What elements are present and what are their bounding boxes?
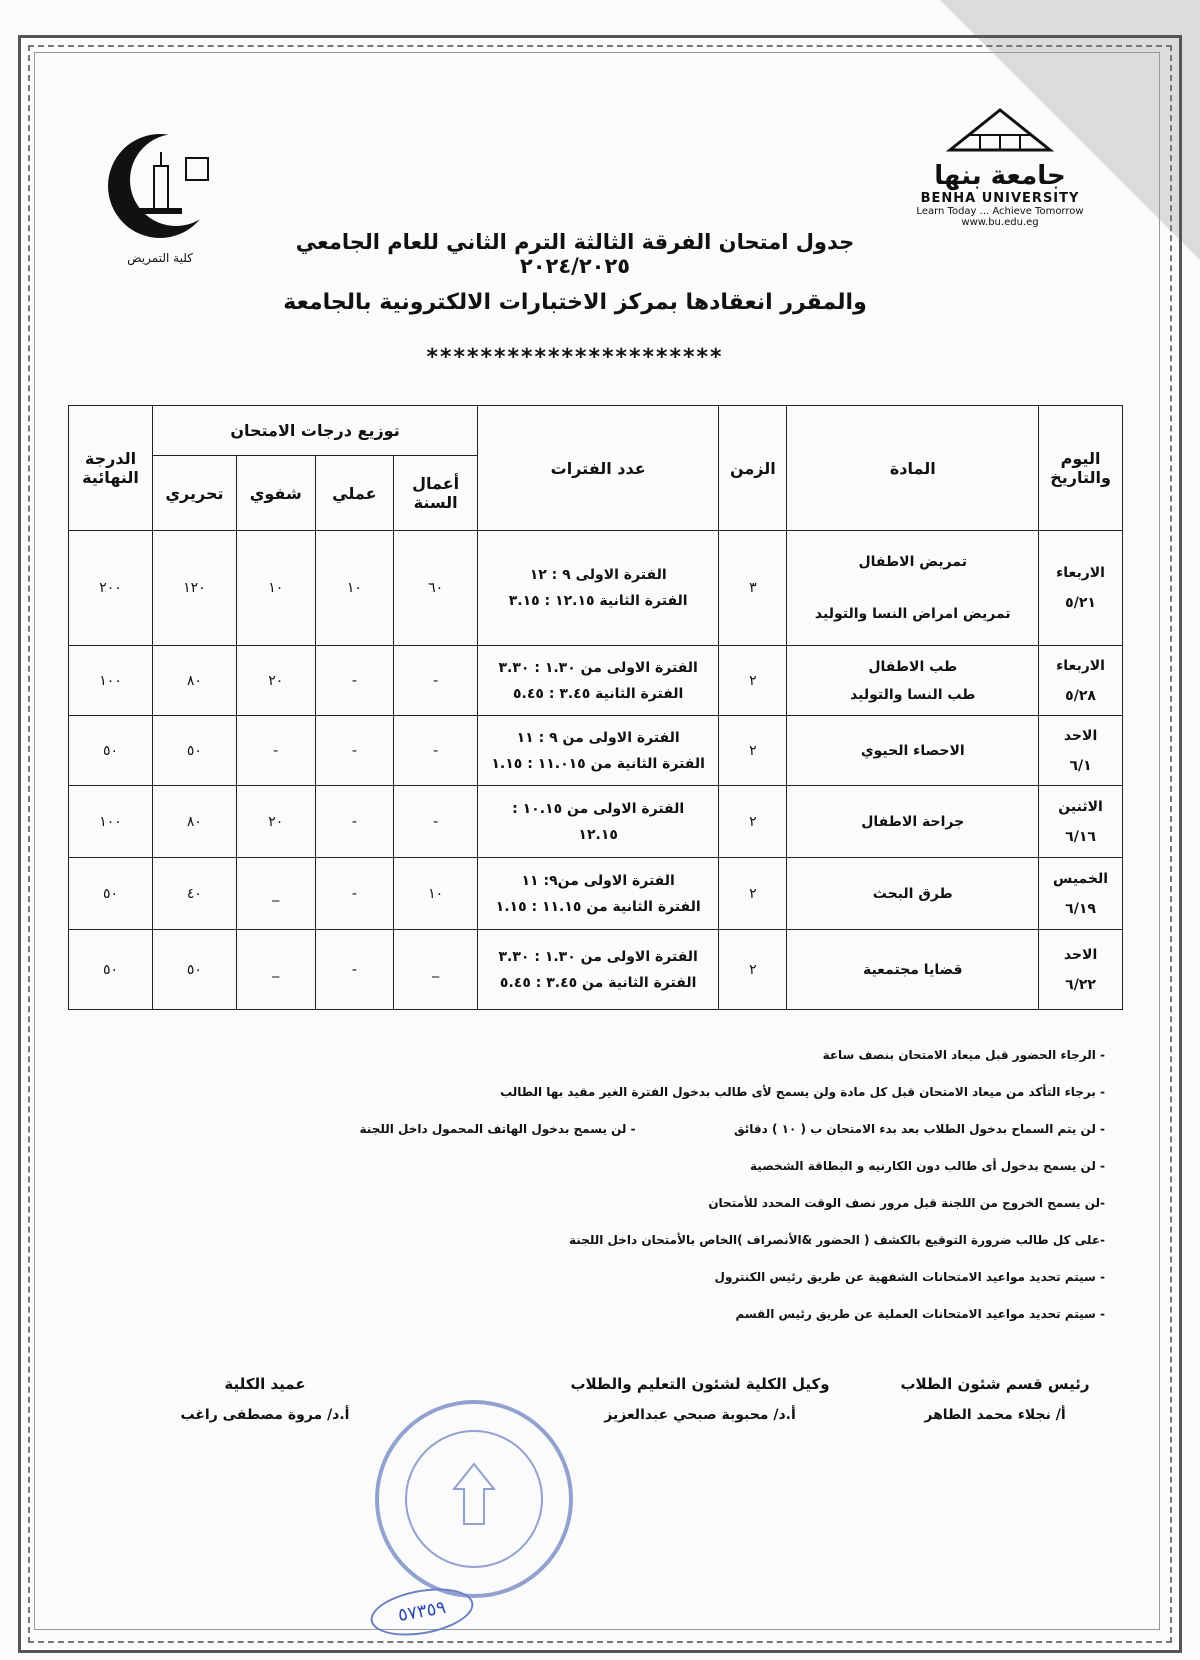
header-practical: عملي xyxy=(315,456,394,531)
note-item: - برجاء التأكد من ميعاد الامتحان قبل كل مادة ولن يسمح لأى طالب بدخول الفترة الغير مقيد بها الطالب xyxy=(500,1085,1105,1099)
day-date-cell: الاثنين ٦/١٦ xyxy=(1039,786,1123,858)
year-work-cell: _ xyxy=(394,930,478,1010)
oral-cell: _ xyxy=(236,858,315,930)
written-cell: ٥٠ xyxy=(152,930,236,1010)
university-emblem-icon xyxy=(940,105,1060,155)
signature-title: عميد الكلية xyxy=(224,1375,306,1393)
subject-cell: تمريض الاطفال تمريض امراض النسا والتوليد xyxy=(787,531,1039,646)
oral-cell: ٢٠ xyxy=(236,646,315,716)
table-row xyxy=(69,930,1123,1010)
duration-cell: ٢ xyxy=(719,858,787,930)
periods-cell: الفترة الاولى من٩: ١١ الفترة الثانية من ١١.١٥ : ١.١٥ xyxy=(478,858,719,930)
university-logo xyxy=(905,105,1095,255)
university-name-ar: جامعة بنها xyxy=(934,161,1066,191)
year-work-cell: - xyxy=(394,716,478,786)
day-date-cell: الاربعاء ٥/٢١ xyxy=(1039,531,1123,646)
header-duration: الزمن xyxy=(719,406,787,531)
header-year-work: أعمال السنة xyxy=(394,456,478,531)
table-row xyxy=(69,646,1123,716)
practical-cell: - xyxy=(315,646,394,716)
final-cell: ٥٠ xyxy=(69,716,153,786)
signature-name: أ.د/ محبوبة صبحي عبدالعزيز xyxy=(604,1407,796,1423)
periods-cell: الفترة الاولى من ١.٣٠ : ٣.٣٠ الفترة الثانية ٣.٤٥ : ٥.٤٥ xyxy=(478,646,719,716)
signature-vice-dean xyxy=(570,1375,830,1423)
eagle-emblem-icon xyxy=(379,1404,569,1594)
final-cell: ٥٠ xyxy=(69,858,153,930)
faculty-logo xyxy=(95,130,225,270)
day-date-cell: الاحد ٦/٢٢ xyxy=(1039,930,1123,1010)
duration-cell: ٢ xyxy=(719,646,787,716)
signature-name: أ.د/ مروة مصطفى راغب xyxy=(180,1407,350,1423)
note-item-text: - لن يتم السماح بدخول الطلاب بعد بدء الامتحان ب ( ١٠ ) دقائق xyxy=(733,1122,1105,1136)
periods-cell: الفترة الاولى من ٩ : ١١ الفترة الثانية من ١١.٠١٥ : ١.١٥ xyxy=(478,716,719,786)
year-work-cell: - xyxy=(394,786,478,858)
year-work-cell: ٦٠ xyxy=(394,531,478,646)
final-cell: ١٠٠ xyxy=(69,646,153,716)
subject-cell: قضايا مجتمعية xyxy=(787,930,1039,1010)
note-item: - سيتم تحديد مواعيد الامتحانات الشفهية عن طريق رئيس الكنترول xyxy=(714,1270,1105,1284)
practical-cell: - xyxy=(315,930,394,1010)
signature-title: وكيل الكلية لشئون التعليم والطلاب xyxy=(570,1375,830,1393)
university-name-en: BENHA UNIVERSITY xyxy=(920,191,1080,206)
table-row xyxy=(69,786,1123,858)
header-day-date: اليوم والتاريخ xyxy=(1039,406,1123,531)
header-distribution: توزيع درجات الامتحان xyxy=(152,406,477,456)
note-item: -لن يسمح الخروج من اللجنة قبل مرور نصف الوقت المحدد للأمتحان xyxy=(708,1196,1105,1210)
periods-cell: الفترة الاولى ٩ : ١٢ الفترة الثانية ١٢.١٥ : ٣.١٥ xyxy=(478,531,719,646)
oral-cell: _ xyxy=(236,930,315,1010)
note-item-text: - لن يسمح بدخول الهاتف المحمول داخل اللجنة xyxy=(359,1122,636,1136)
duration-cell: ٢ xyxy=(719,786,787,858)
header-written: تحريري xyxy=(152,456,236,531)
signature-student-affairs xyxy=(880,1375,1110,1423)
signature-name: أ/ نجلاء محمد الطاهر xyxy=(924,1407,1066,1423)
university-website: www.bu.edu.eg xyxy=(961,217,1039,228)
note-item: - لن يسمح بدخول أى طالب دون الكارنيه و البطاقة الشخصية xyxy=(750,1159,1105,1173)
official-stamp xyxy=(375,1400,573,1598)
header-oral: شفوي xyxy=(236,456,315,531)
notes-list xyxy=(120,1048,1105,1344)
year-work-cell: ١٠ xyxy=(394,858,478,930)
header-subject: المادة xyxy=(787,406,1039,531)
day-date-cell: الاربعاء ٥/٢٨ xyxy=(1039,646,1123,716)
final-cell: ٢٠٠ xyxy=(69,531,153,646)
signature-title: رئيس قسم شئون الطلاب xyxy=(900,1375,1090,1393)
subject-cell: جراحة الاطفال xyxy=(787,786,1039,858)
day-date-cell: الاحد ٦/١ xyxy=(1039,716,1123,786)
schedule-subtitle: والمقرر انعقادها بمركز الاختبارات الالكترونية بالجامعة xyxy=(283,290,867,315)
stars-divider: ********************** xyxy=(426,345,724,370)
table-row xyxy=(69,531,1123,646)
written-cell: ١٢٠ xyxy=(152,531,236,646)
final-cell: ١٠٠ xyxy=(69,786,153,858)
serial-number: ٥٧٣٥٩ xyxy=(367,1581,477,1642)
oral-cell: ١٠ xyxy=(236,531,315,646)
oral-cell: ٢٠ xyxy=(236,786,315,858)
signature-dean xyxy=(150,1375,380,1423)
header-final: الدرجة النهائية xyxy=(69,406,153,531)
duration-cell: ٢ xyxy=(719,930,787,1010)
faculty-name: كلية التمريض xyxy=(127,251,193,265)
table-row xyxy=(69,716,1123,786)
written-cell: ٨٠ xyxy=(152,646,236,716)
practical-cell: - xyxy=(315,858,394,930)
table-row xyxy=(69,858,1123,930)
subject-cell: الاحصاء الحيوي xyxy=(787,716,1039,786)
duration-cell: ٣ xyxy=(719,531,787,646)
university-tagline: Learn Today ... Achieve Tomorrow xyxy=(916,206,1084,217)
written-cell: ٨٠ xyxy=(152,786,236,858)
practical-cell: ١٠ xyxy=(315,531,394,646)
schedule-title: جدول امتحان الفرقة الثالثة الترم الثاني للعام الجامعي ٢٠٢٤/٢٠٢٥ xyxy=(295,230,855,278)
subject-cell: طرق البحث xyxy=(787,858,1039,930)
faculty-crescent-icon xyxy=(100,130,220,245)
day-date-cell: الخميس ٦/١٩ xyxy=(1039,858,1123,930)
subject-cell: طب الاطفال طب النسا والتوليد xyxy=(787,646,1039,716)
practical-cell: - xyxy=(315,716,394,786)
duration-cell: ٢ xyxy=(719,716,787,786)
written-cell: ٥٠ xyxy=(152,716,236,786)
year-work-cell: - xyxy=(394,646,478,716)
note-item: - الرجاء الحضور قبل ميعاد الامتحان بنصف ساعة xyxy=(822,1048,1105,1062)
written-cell: ٤٠ xyxy=(152,858,236,930)
periods-cell: الفترة الاولى من ١٠.١٥ : ١٢.١٥ xyxy=(478,786,719,858)
note-item: -على كل طالب ضرورة التوقيع بالكشف ( الحضور &الأنصراف )الخاص بالأمتحان داخل اللجنة xyxy=(569,1233,1105,1247)
periods-cell: الفترة الاولى من ١.٣٠ : ٣.٣٠ الفترة الثانية من ٣.٤٥ : ٥.٤٥ xyxy=(478,930,719,1010)
practical-cell: - xyxy=(315,786,394,858)
oral-cell: - xyxy=(236,716,315,786)
note-item xyxy=(120,1122,1105,1136)
exam-schedule-table xyxy=(68,405,1123,1010)
header-periods: عدد الفترات xyxy=(478,406,719,531)
note-item: - سيتم تحديد مواعيد الامتحانات العملية عن طريق رئيس القسم xyxy=(735,1307,1105,1321)
final-cell: ٥٠ xyxy=(69,930,153,1010)
